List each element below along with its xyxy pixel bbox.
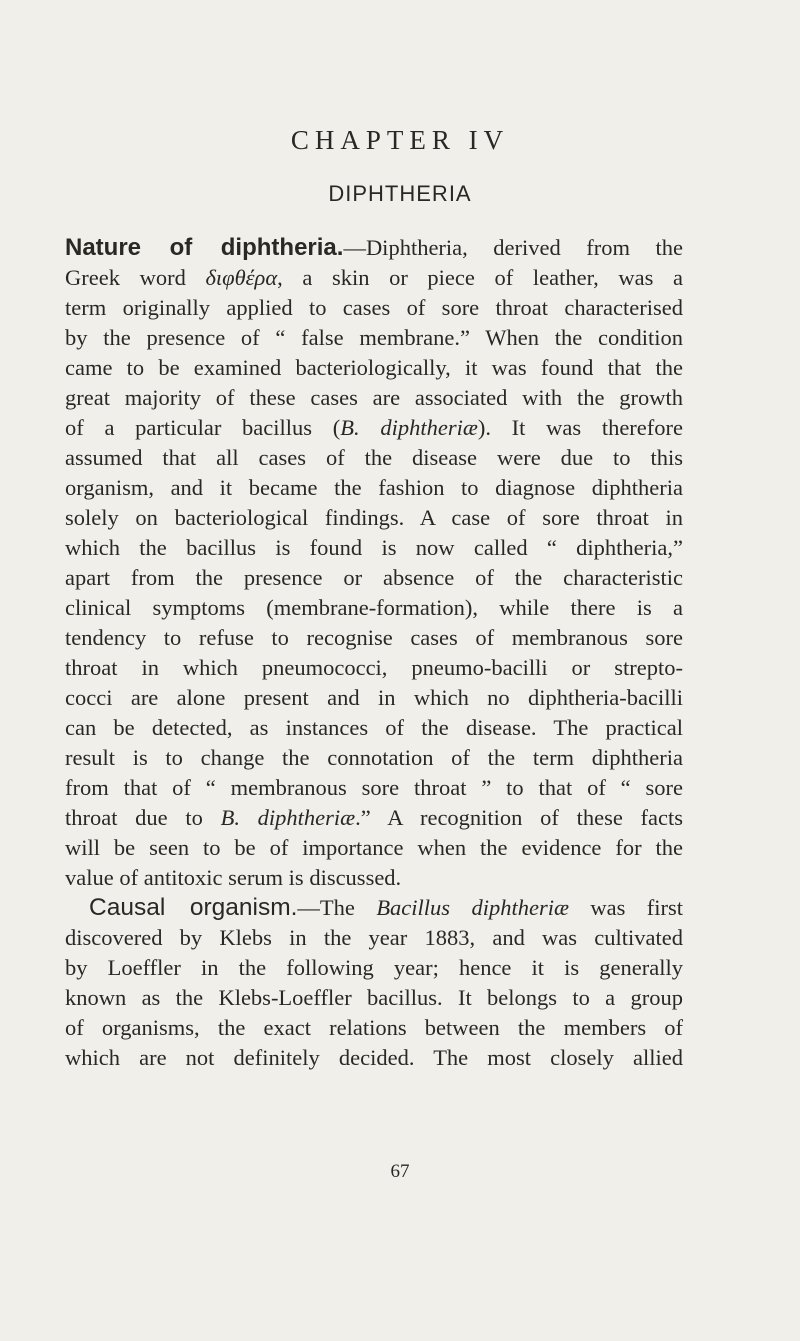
body-text: [65, 233, 683, 1073]
text-line: which the bacillus is found is now called “ diphtheria,”: [65, 535, 683, 560]
text-line: tendency to refuse to recognise cases of membranous sore: [65, 625, 683, 650]
text-line: which are not definitely decided. The most closely allied: [65, 1045, 683, 1070]
text-line: result is to change the connotation of the term diphtheria: [65, 745, 683, 770]
species-name: Bacillus diphtheriæ: [376, 895, 569, 920]
greek-word: διφθέρα: [205, 265, 278, 290]
text-line: [65, 233, 683, 263]
text-line: of organisms, the exact relations between the members of: [65, 1015, 683, 1040]
page-number: 67: [390, 1161, 410, 1182]
chapter-heading: CHAPTER IV: [290, 125, 510, 155]
text-run: ). It was therefore: [477, 415, 684, 440]
text-run: .” A recognition of these facts: [355, 805, 683, 830]
text-line: [65, 263, 683, 293]
section-heading-causal: Causal organism.: [89, 894, 298, 921]
text-line: clinical symptoms (membrane-formation), while there is a: [65, 595, 683, 620]
text-line: term originally applied to cases of sore throat characterised: [65, 295, 683, 320]
text-line: by the presence of “ false membrane.” When the condition: [65, 325, 683, 350]
text-line: can be detected, as instances of the disease. The practical: [65, 715, 683, 740]
text-run: , a skin or piece of leather, was a: [277, 265, 683, 290]
text-line: throat in which pneumococci, pneumo-bacilli or strepto-: [65, 655, 683, 680]
text-line: solely on bacteriological findings. A case of sore throat in: [65, 505, 683, 530]
text-line: [65, 413, 683, 443]
text-run: Greek word: [65, 265, 206, 290]
text-line: from that of “ membranous sore throat ” to that of “ sore: [65, 775, 683, 800]
species-name: B. diphtheriæ: [340, 415, 478, 440]
chapter-title: DIPHTHERIA: [328, 181, 472, 206]
text-line: discovered by Klebs in the year 1883, and was cultivated: [65, 925, 683, 950]
text-run: throat due to: [65, 805, 221, 830]
species-name: B. diphtheriæ: [220, 805, 356, 830]
text-line: known as the Klebs-Loeffler bacillus. It belongs to a group: [65, 985, 683, 1010]
text-line: great majority of these cases are associated with the growth: [65, 385, 683, 410]
text-line: apart from the presence or absence of the characteristic: [65, 565, 683, 590]
text-line: came to be examined bacteriologically, it was found that the: [65, 355, 683, 380]
text-run: —Diphtheria, derived from the: [343, 235, 683, 260]
text-line: [65, 803, 683, 833]
text-line: will be seen to be of importance when the evidence for the: [65, 835, 683, 860]
text-line: by Loeffler in the following year; hence it is generally: [65, 955, 683, 980]
text-line: assumed that all cases of the disease were due to this: [65, 445, 683, 470]
text-line: organism, and it became the fashion to diagnose diphtheria: [65, 475, 683, 500]
text-line: cocci are alone present and in which no diphtheria-bacilli: [65, 685, 683, 710]
text-run: of a particular bacillus (: [65, 415, 341, 440]
text-line: [65, 893, 683, 923]
text-run: —The: [297, 895, 377, 920]
text-run: was first: [568, 895, 684, 920]
section-heading-nature: Nature of diphtheria.: [65, 234, 344, 261]
text-line: value of antitoxic serum is discussed.: [65, 865, 402, 890]
